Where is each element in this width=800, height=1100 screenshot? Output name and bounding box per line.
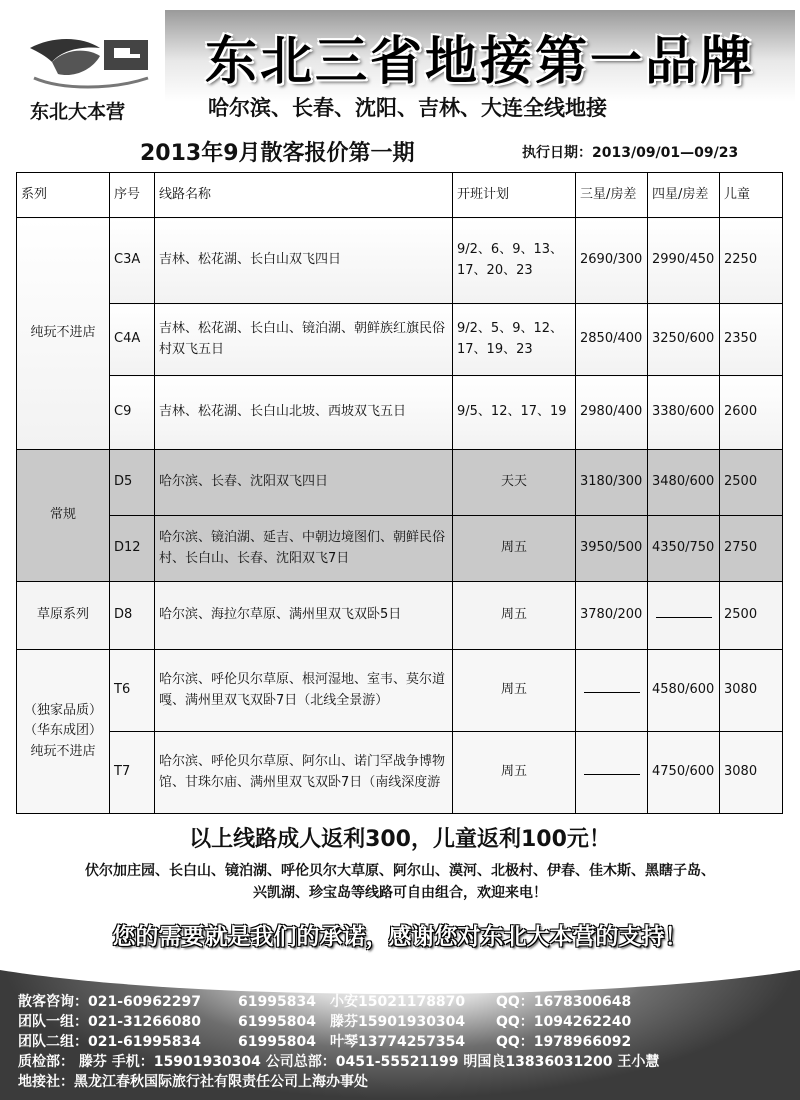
route-code: D12 — [110, 516, 155, 582]
price-table — [16, 172, 783, 814]
series-line: （华东成团） — [23, 723, 102, 739]
header-four-star: 四星/房差 — [648, 173, 720, 218]
table-row — [17, 218, 783, 304]
three-star-price: 3180/300 — [576, 450, 648, 516]
four-star-price-empty — [648, 582, 720, 650]
blank-line — [584, 764, 640, 775]
series-line: 纯玩不进店 — [30, 743, 96, 759]
schedule: 周五 — [453, 582, 576, 650]
route-code: C3A — [110, 218, 155, 304]
execution-date: 执行日期：2013/09/01—09/23 — [522, 145, 739, 161]
route-name: 哈尔滨、镜泊湖、延吉、中朝边境图们、朝鲜民俗村、长白山、长春、沈阳双飞7日 — [155, 516, 453, 582]
child-price: 3080 — [720, 732, 783, 814]
route-name: 哈尔滨、呼伦贝尔草原、根河湿地、室韦、莫尔道嘎、满州里双飞双卧7日（北线全景游） — [155, 650, 453, 732]
header-child: 儿童 — [720, 173, 783, 218]
schedule: 周五 — [453, 732, 576, 814]
route-code: C4A — [110, 304, 155, 376]
route-name: 哈尔滨、海拉尔草原、满州里双飞双卧5日 — [155, 582, 453, 650]
four-star-price: 3480/600 — [648, 450, 720, 516]
route-code: T7 — [110, 732, 155, 814]
table-header-row — [17, 173, 783, 218]
child-price: 2500 — [720, 582, 783, 650]
table-row — [17, 732, 783, 814]
schedule: 9/2、6、9、13、17、20、23 — [453, 218, 576, 304]
table-row — [17, 376, 783, 450]
series-cell: 纯玩不进店 — [17, 218, 110, 450]
three-star-price: 3950/500 — [576, 516, 648, 582]
schedule: 周五 — [453, 650, 576, 732]
issue-title: 2013年9月散客报价第一期 — [140, 141, 415, 166]
four-star-price: 2990/450 — [648, 218, 720, 304]
contact-phone: 61995834 — [238, 994, 316, 1010]
contact-dept: 团队一组：021-31266080 — [18, 1014, 201, 1030]
contact-person: 滕芬15901930304 — [330, 1014, 466, 1030]
route-name: 哈尔滨、呼伦贝尔草原、阿尔山、诺门罕战争博物馆、甘珠尔庙、满州里双飞双卧7日（南线深度游 — [155, 732, 453, 814]
child-price: 2350 — [720, 304, 783, 376]
main-title: 东北三省地接第一品牌 — [204, 31, 755, 92]
three-star-price-empty — [576, 650, 648, 732]
three-star-price: 2980/400 — [576, 376, 648, 450]
header-three-star: 三星/房差 — [576, 173, 648, 218]
route-name: 吉林、松花湖、长白山、镜泊湖、朝鲜族红旗民俗村双飞五日 — [155, 304, 453, 376]
schedule: 9/5、12、17、19 — [453, 376, 576, 450]
four-star-price: 4750/600 — [648, 732, 720, 814]
four-star-price: 3380/600 — [648, 376, 720, 450]
schedule: 周五 — [453, 516, 576, 582]
child-price: 2250 — [720, 218, 783, 304]
combo-line: 兴凯湖、珍宝岛等线路可自由组合，欢迎来电！ — [253, 885, 547, 901]
header-schedule: 开班计划 — [453, 173, 576, 218]
blank-line — [584, 682, 640, 693]
route-name: 吉林、松花湖、长白山双飞四日 — [155, 218, 453, 304]
contact-dept: 散客咨询：021-60962297 — [18, 994, 201, 1010]
three-star-price-empty — [576, 732, 648, 814]
three-star-price: 2690/300 — [576, 218, 648, 304]
route-code: T6 — [110, 650, 155, 732]
four-star-price: 4350/750 — [648, 516, 720, 582]
inspection-row: 质检部： 滕芬 手机：15901930304 公司总部：0451-55521199 明国良13836031200 王小慧 — [18, 1054, 660, 1070]
series-line: （独家品质） — [23, 703, 102, 719]
three-star-price: 3780/200 — [576, 582, 648, 650]
subtitle: 哈尔滨、长春、沈阳、吉林、大连全线地接 — [208, 96, 607, 120]
child-price: 2750 — [720, 516, 783, 582]
company-logo — [22, 18, 162, 98]
contact-qq: QQ：1094262240 — [496, 1014, 632, 1030]
series-cell — [17, 650, 110, 814]
contact-row — [18, 1012, 788, 1032]
contact-phone: 61995804 — [238, 1034, 316, 1050]
contact-qq: QQ：1978966092 — [496, 1034, 632, 1050]
contact-qq: QQ：1678300648 — [496, 994, 632, 1010]
contact-person: 叶琴13774257354 — [330, 1034, 466, 1050]
three-star-price: 2850/400 — [576, 304, 648, 376]
header-code: 序号 — [110, 173, 155, 218]
child-price: 2500 — [720, 450, 783, 516]
route-name: 吉林、松花湖、长白山北坡、西坡双飞五日 — [155, 376, 453, 450]
series-cell: 草原系列 — [17, 582, 110, 650]
schedule: 天天 — [453, 450, 576, 516]
contact-dept: 团队二组：021-61995834 — [18, 1034, 201, 1050]
route-name: 哈尔滨、长春、沈阳双飞四日 — [155, 450, 453, 516]
contact-row — [18, 1032, 788, 1052]
route-code: C9 — [110, 376, 155, 450]
main-title-banner — [165, 10, 795, 102]
combo-notice — [30, 860, 770, 904]
header-series: 系列 — [17, 173, 110, 218]
header-route: 线路名称 — [155, 173, 453, 218]
table-row — [17, 450, 783, 516]
table-row — [17, 650, 783, 732]
table-row — [17, 582, 783, 650]
rebate-notice: 以上线路成人返利300，儿童返利100元！ — [189, 827, 611, 852]
contact-row — [18, 992, 788, 1012]
four-star-price: 3250/600 — [648, 304, 720, 376]
table-row — [17, 304, 783, 376]
schedule: 9/2、5、9、12、17、19、23 — [453, 304, 576, 376]
contact-list — [18, 992, 788, 1092]
combo-line: 伏尔加庄园、长白山、镜泊湖、呼伦贝尔大草原、阿尔山、漠河、北极村、伊春、佳木斯、黑瞎子岛、 — [85, 863, 715, 879]
route-code: D5 — [110, 450, 155, 516]
four-star-price: 4580/600 — [648, 650, 720, 732]
bird-logo-icon — [22, 18, 162, 98]
local-agency-row: 地接社：黑龙江春秋国际旅行社有限责任公司上海办事处 — [18, 1074, 368, 1090]
table-row — [17, 516, 783, 582]
route-code: D8 — [110, 582, 155, 650]
child-price: 3080 — [720, 650, 783, 732]
brand-name: 东北大本营 — [30, 101, 126, 123]
child-price: 2600 — [720, 376, 783, 450]
blank-line — [656, 607, 712, 618]
contact-phone: 61995804 — [238, 1014, 316, 1030]
series-cell: 常规 — [17, 450, 110, 582]
contact-person: 小安15021178870 — [330, 994, 466, 1010]
slogan: 您的需要就是我们的承诺，感谢您对东北大本营的支持！ — [112, 924, 688, 950]
